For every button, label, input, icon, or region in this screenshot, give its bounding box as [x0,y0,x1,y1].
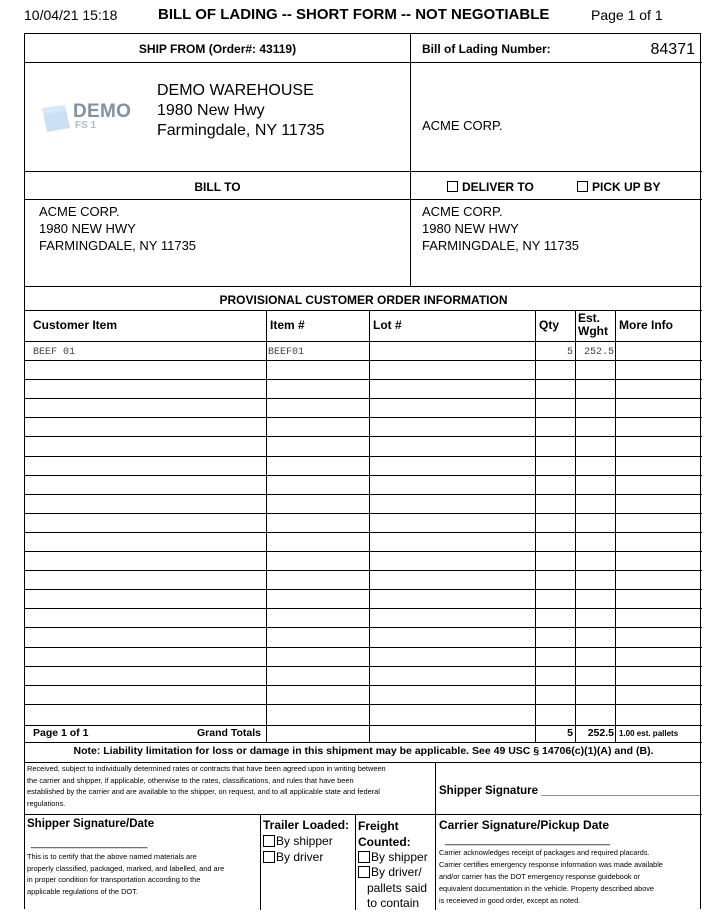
table-row-divider [25,417,702,418]
table-row-divider [25,456,702,457]
carrier-text-line3: and/or carrier has the DOT emergency response guidebook or [439,872,641,881]
shipper-cert-line3: in proper condition for transportation according to the [27,875,201,884]
totals-page: Page 1 of 1 [33,727,89,739]
shipper-sig-date-label: Shipper Signature/Date [27,818,155,830]
row1-qty: 5 [566,347,573,358]
received-terms [27,763,435,809]
deliver-to-option[interactable] [447,180,534,194]
table-row-divider [25,475,702,476]
trailer-by-shipper-option[interactable] [263,834,333,848]
trailer-by-driver-checkbox[interactable] [263,851,275,863]
bol-number-label: Bill of Lading Number: [422,42,551,56]
received-line3: established by the carrier and are available to the shipper, on request, and to all applicable state and federal [27,787,380,796]
logo-mark-icon [39,102,73,136]
pick-up-by-label: PICK UP BY [592,180,661,194]
carrier-text-line2: Carrier certifies emergency response information was made available [439,860,663,869]
trailer-loaded-label: Trailer Loaded: [263,818,350,832]
order-info-title: PROVISIONAL CUSTOMER ORDER INFORMATION [219,293,508,307]
grand-totals-label: Grand Totals [197,727,261,739]
carrier-text-line1: Carrier acknowledges receipt of packages and required placards. [439,848,650,857]
col-est-line1: Est. [578,311,601,325]
carrier-sig-label: Carrier Signature/Pickup Date [439,818,610,832]
deliver-to-checkbox[interactable] [447,181,458,192]
bill-to-address [39,203,196,254]
table-row-divider [25,608,702,609]
col-qty: Qty [539,318,560,332]
col-est-line2: Wght [578,324,608,338]
table-row-divider [25,627,702,628]
freight-pallets-said: pallets said [367,880,428,895]
table-row-divider [25,494,702,495]
document-title: BILL OF LADING -- SHORT FORM -- NOT NEGOTIABLE [158,6,550,23]
freight-by-driver-label: By driver/ [371,865,422,879]
table-row-divider [25,666,702,667]
deliver-line1: ACME CORP. [422,204,503,219]
freight-label-line2: Counted: [358,835,411,849]
shipper-signature-field[interactable]: Shipper Signature _________________________ [439,785,702,797]
totals-wght: 252.5 [587,727,614,739]
deliver-line2: 1980 NEW HWY [422,221,519,236]
table-row-divider [25,589,702,590]
table-row-divider [25,704,702,705]
trailer-by-driver-option[interactable] [263,850,323,864]
received-line1: Received, subject to individually determined rates or contracts that have been agreed upon in writing between [27,764,386,773]
received-line4: regulations. [27,798,66,808]
deliver-line3: FARMINGDALE, NY 11735 [422,238,580,253]
freight-counted-label [358,818,411,850]
table-row-divider [25,360,702,361]
ship-from-address [157,81,325,141]
freight-by-driver-option[interactable] [358,865,427,912]
bill-to-label: BILL TO [194,180,241,194]
table-row-divider [25,551,702,552]
totals-pallets: 1.00 est. pallets [619,729,679,738]
table-row-divider [25,436,702,437]
ship-from-label: SHIP FROM (Order#: 43119) [138,42,297,56]
deliver-address [422,203,579,254]
bill-of-lading-form [24,33,701,909]
table-row-divider [25,379,702,380]
carrier-acknowledgement [439,847,701,907]
table-row-divider [25,647,702,648]
bill-to-line2: 1980 NEW HWY [39,221,136,236]
print-datetime: 10/04/21 15:18 [24,7,118,23]
totals-qty: 5 [567,727,573,739]
table-row-divider [25,532,702,533]
carrier-text-line5: is receieved in good order, except as noted. [439,896,581,905]
received-line2: the carrier and shipper, if applicable, otherwise to the rates, classifications, and rules that have been [27,775,354,785]
freight-label-line1: Freight [358,819,399,833]
pick-up-by-checkbox[interactable] [577,181,588,192]
liability-note: Note: Liability limitation for loss or damage in this shipment may be applicable. See 49 USC § 14706(c)(1)(A) and (B). [73,745,654,757]
freight-by-shipper-checkbox[interactable] [358,851,370,863]
col-est-wght [578,312,608,338]
pick-up-by-option[interactable] [577,180,660,194]
freight-by-driver-checkbox[interactable] [358,866,370,878]
table-row-divider [25,513,702,514]
bol-company: ACME CORP. [422,118,503,133]
carrier-text-line4: equivalent documentation in the vehicle. Property described above [439,884,654,893]
shipper-certification [27,851,259,897]
shipper-cert-line1: This is to certify that the above named materials are [27,852,197,861]
ship-from-address-line1: 1980 New Hwy [157,102,265,119]
shipper-sig-date-line[interactable]: ___________________ [31,837,148,849]
shipper-cert-line2: properly classified, packaged, marked, and labelled, and are [27,863,225,873]
col-customer-item: Customer Item [33,318,118,332]
carrier-sig-line[interactable]: ___________________________ [445,834,611,846]
table-row-divider [25,570,702,571]
logo-main-text: DEMO [73,101,132,122]
page-indicator: Page 1 of 1 [591,7,663,23]
ship-from-address-line2: Farmingdale, NY 11735 [157,122,325,139]
row1-customer-item: BEEF 01 [33,347,76,358]
bol-number: 84371 [650,41,695,58]
row1-item-number: BEEF01 [268,347,305,358]
trailer-by-driver-label: By driver [276,850,324,864]
freight-by-shipper-option[interactable] [358,850,428,864]
row1-wght: 252.5 [583,347,614,358]
demo-logo [39,102,135,136]
deliver-to-label: DELIVER TO [462,180,534,194]
trailer-by-shipper-label: By shipper [276,834,333,848]
table-row-divider [25,398,702,399]
bill-to-line3: FARMINGDALE, NY 11735 [39,238,197,253]
freight-by-shipper-label: By shipper [371,850,428,864]
col-item-number: Item # [270,318,305,332]
logo-sub-text: FS 1 [75,120,97,131]
bill-to-line1: ACME CORP. [39,204,120,219]
trailer-by-shipper-checkbox[interactable] [263,835,275,847]
table-row-divider [25,685,702,686]
shipper-cert-line4: applicable regulations of the DOT. [27,886,138,896]
col-lot-number: Lot # [373,318,402,332]
col-more-info: More Info [619,318,673,332]
freight-to-contain: to contain [367,896,420,910]
ship-from-name: DEMO WAREHOUSE [157,82,314,99]
